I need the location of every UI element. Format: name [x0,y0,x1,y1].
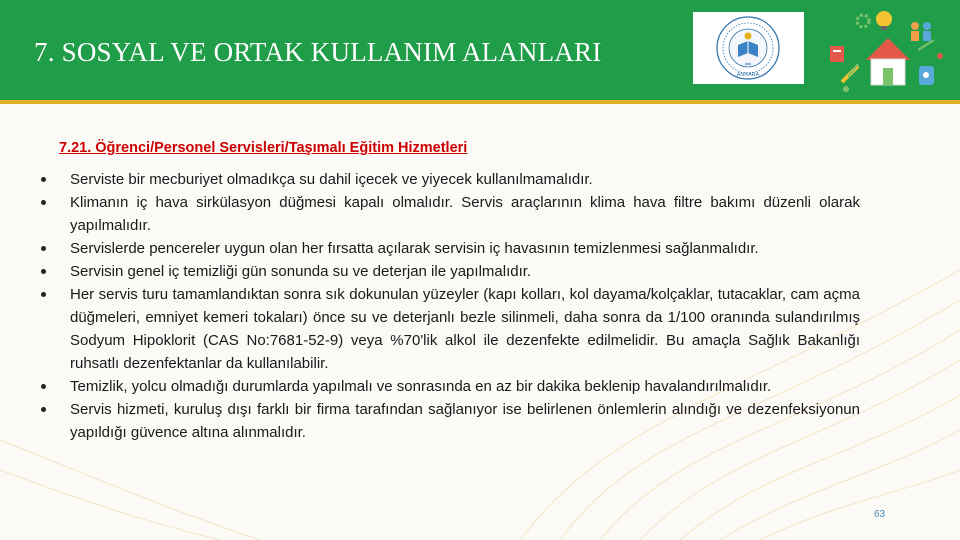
education-icons-decoration [818,2,958,100]
school-logo [693,12,804,84]
list-item [38,283,860,375]
book-icon [830,46,844,62]
bullet-text: Servis hizmeti, kuruluş dışı farklı bir firma tarafından sağlanıyor ise belirlenen önlemlerin alındığı ve dezenfeksiyonun yapıldığı güvence altına alınmalıdır. [70,401,860,441]
list-item [38,398,860,444]
bullet-icon [41,177,46,182]
bullet-text: Her servis turu tamamlandıktan sonra sık dokunulan yüzeyler (kapı kolları, kol dayama/kolçaklar, tutacaklar, cam açma düğmeleri, emniyet kemeri tokaları) önce su ve deterjanlı bezle silinmeli, daha sonra da 1/100 oranında sulandırılmış Sodyum Hipoklorit (CAS No:7681-52-9) veya %70'lik alkol ile dezenfekte edilmelidir. Bu amaçla Sağlık Bakanlığı ruhsatlı dezenfektanlar da kullanılabilir. [70,286,860,372]
page-number: 63 [874,509,886,520]
bullet-text: Klimanın iç hava sirkülasyon düğmesi kapalı olmalıdır. Servis araçlarının klima hava filtre bakımı düzenli olarak yapılmalıdır. [70,194,860,234]
bullet-icon [41,407,46,412]
list-item [38,375,860,398]
logo-text: ANKARA [736,72,760,78]
list-item [38,191,860,237]
phone-icon [919,66,934,85]
list-item [38,237,860,260]
bullet-icon [41,384,46,389]
section-subtitle: 7.21. Öğrenci/Personel Servisleri/Taşımalı Eğitim Hizmetleri [59,140,468,156]
bullet-icon [41,269,46,274]
bullet-icon [41,292,46,297]
list-item [38,260,860,283]
list-item [38,168,860,191]
bullet-list [38,168,860,444]
bullet-text: Serviste bir mecburiyet olmadıkça su dahil içecek ve yiyecek kullanılmamalıdır. [70,171,593,188]
bullet-text: Temizlik, yolcu olmadığı durumlarda yapılmalı ve sonrasında en az bir dakika beklenip havalandırılmalıdır. [70,378,772,395]
school-seal-logo [693,12,804,84]
bullet-text: Servislerde pencereler uygun olan her fırsatta açılarak servisin iç havasının temizlenmesi sağlanmalıdır. [70,240,759,257]
bullet-text: Servisin genel iç temizliği gün sonunda su ve deterjan ile yapılmalıdır. [70,263,532,280]
bullet-icon [41,246,46,251]
header-accent-line [0,100,960,104]
gear-icon [857,15,869,27]
slide-title: 7. SOSYAL VE ORTAK KULLANIM ALANLARI [34,37,602,67]
people-icon [911,22,931,41]
lightbulb-icon [876,11,892,30]
house-icon [866,38,910,85]
bullet-icon [41,200,46,205]
